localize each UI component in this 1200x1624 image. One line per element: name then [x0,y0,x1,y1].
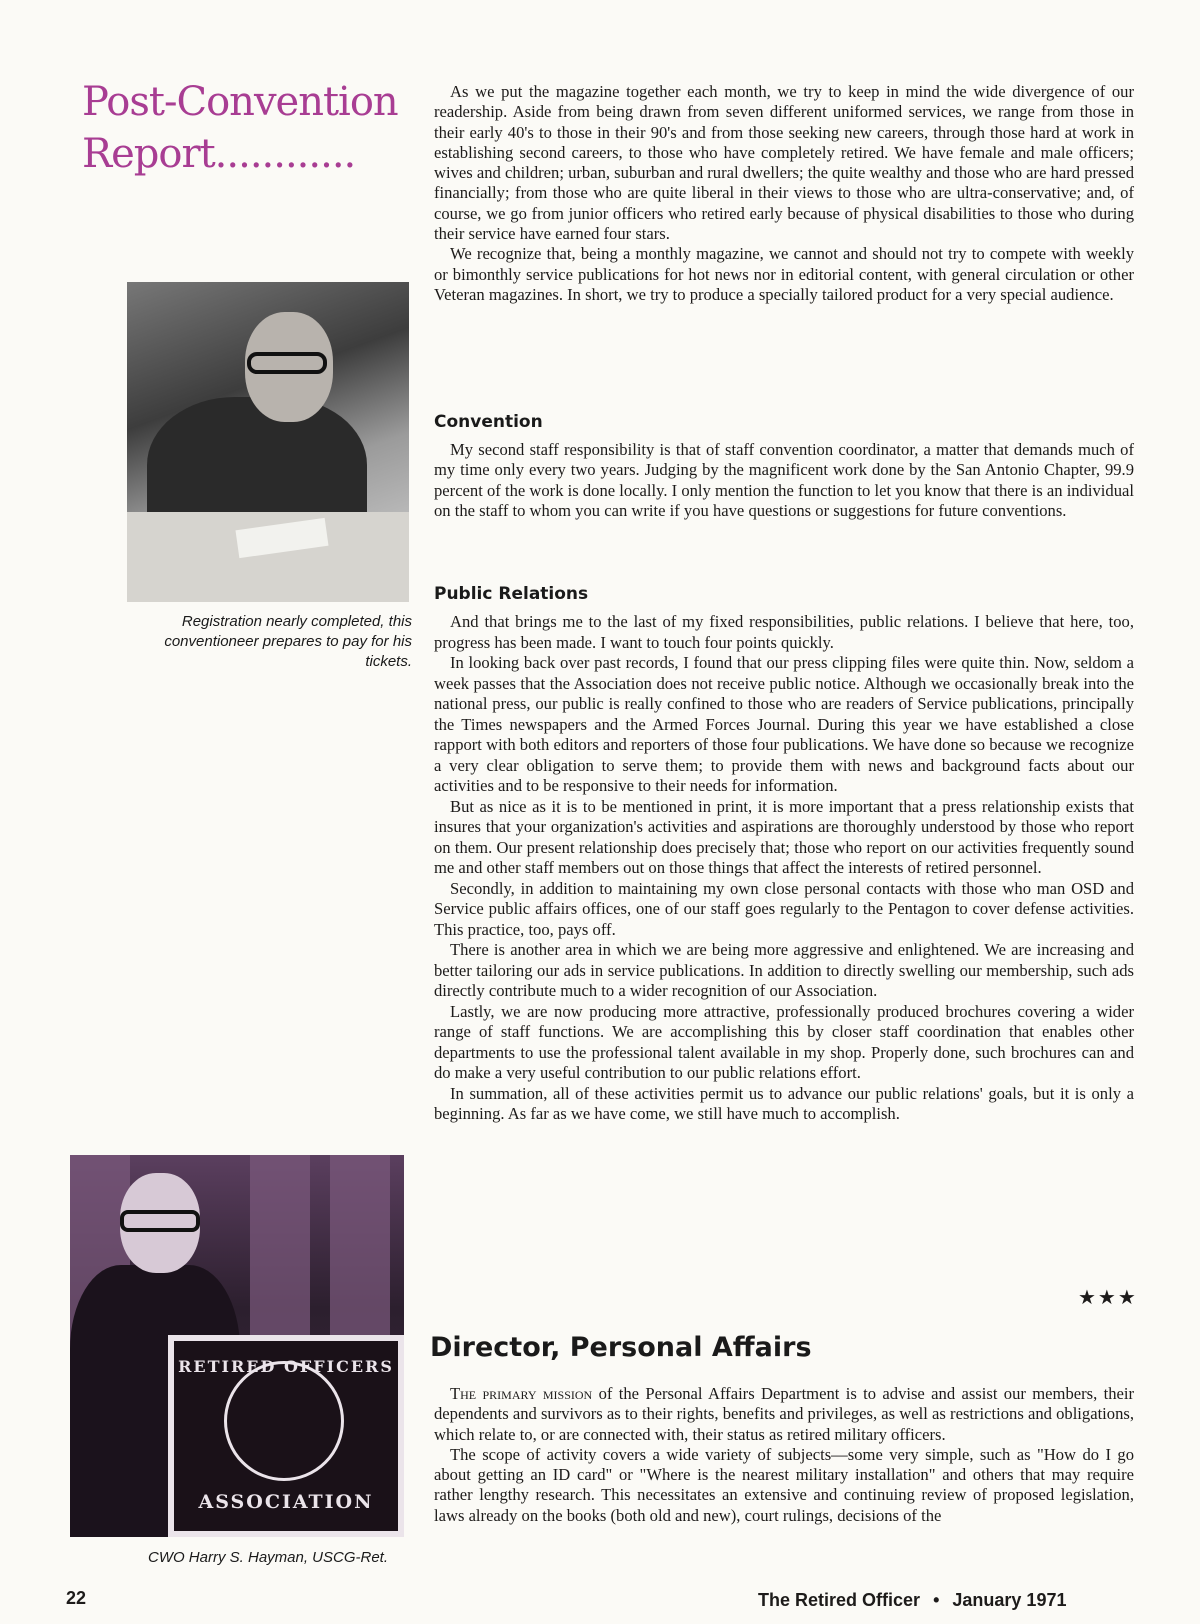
article-title [82,76,432,180]
podium-text-top: RETIRED OFFICERS [178,1357,394,1376]
photo-caption-registration: Registration nearly completed, this conventioneer prepares to pay for his tickets. [164,613,412,670]
convention-text [434,440,1134,521]
lead-in: The primary mission [450,1384,593,1403]
end-stars: ★★★ [1078,1285,1138,1309]
paragraph [434,1384,1134,1445]
paragraph: As we put the magazine together each month, we try to keep in mind the wide divergence of our readership. Aside from being drawn from seven different uniformed services, we range from those in their early 40's to those in their 90's and from those seeking new careers, through those hard at work in establishing second careers, to those who have completely retired. We have female and male officers; wives and children; urban, suburban and rural dwellers; the quite wealthy and those who are hard pressed financially; from those who are quite liberal in their views to those who are ultra-conservative; and, of course, we go from junior officers who retired early because of physical disabilities to those who during their service have earned four stars. [434,82,1134,244]
registration-photo [127,282,409,602]
intro-text [434,82,1134,305]
issue-date: January 1971 [952,1590,1067,1610]
paragraph: In summation, all of these activities permit us to advance our public relations' goals, but it is only a beginning. As far as we have come, we still have much to accomplish. [434,1083,1134,1123]
paragraph: There is another area in which we are being more aggressive and enlightened. We are increasing and better tailoring our ads in service publications. In addition to directly swelling our membership, such ads directly contribute much to a wider recognition of our Association. [434,940,1134,1000]
paragraph: Secondly, in addition to maintaining my own close personal contacts with those who man OSD and Service public affairs offices, one of our staff goes regularly to the Pentagon to cover defense activities. This practice, too, pays off. [434,878,1134,939]
personal-affairs-heading: Director, Personal Affairs [430,1332,812,1363]
paragraph: Lastly, we are now producing more attractive, professionally produced brochures covering a wider range of staff functions. We are accomplishing this by closer staff coordination that enables other departments to use the professional talent available in my shop. Properly done, such brochures can and do make a very useful contribution to our public relations effort. [434,1001,1134,1082]
public-relations-text [434,612,1134,1125]
public-relations-heading: Public Relations [434,584,589,604]
personal-affairs-text [434,1384,1134,1526]
podium-text-bottom: ASSOCIATION [198,1491,374,1513]
association-seal [224,1361,344,1481]
paragraph: In looking back over past records, I found that our press clipping files were quite thin. Now, seldom a week passes that the Association does not receive public notice. Although we occasionally break into the national press, our public is really confined to those who are readers of Service publications, principally the Times newspapers and the Armed Forces Journal. During this year we have established a close rapport with both editors and reporters of those four publications. We have done so because we recognize a very clear obligation to serve them; to provide them with news and background facts about our activities and to be responsive to their needs for information. [434,653,1134,795]
page-number: 22 [66,1588,87,1608]
publication-footer [758,1590,1066,1611]
convention-heading: Convention [434,412,543,432]
paragraph-text: of the Personal Affairs Department is to advise and assist our members, their dependents and survivors as to their rights, benefits and privileges, as well as restrictions and obligations, which relate to, or are connected with, their status as retired military officers. [434,1384,1135,1444]
photo-glasses [120,1210,200,1232]
photo-flag [250,1155,310,1355]
photo-caption-hayman: CWO Harry S. Hayman, USCG-Ret. [147,1549,389,1566]
paragraph: My second staff responsibility is that of staff convention coordinator, a matter that demands much of my time only every two years. Judging by the magnificent work done by the San Antonio Chapter, 99.9 percent of the work is done locally. I only mention the function to let you know that there is an individual on the staff to whom you can write if you have questions or suggestions for future conventions. [434,440,1134,520]
paragraph: The scope of activity covers a wide variety of subjects—some very simple, such as "How do I go about getting an ID card" or "Where is the nearest military installation" and others that may require rather lengthy research. This necessitates an extensive and continuing review of proposed legislation, laws already on the books (both old and new), court rulings, decisions of the [434,1444,1134,1525]
footer-separator: • [933,1590,940,1610]
association-podium [168,1335,404,1537]
title-line-2: Report............ [82,131,356,177]
photo-glasses [247,352,327,374]
title-line-1: Post-Convention [82,79,398,125]
paragraph: And that brings me to the last of my fixed responsibilities, public relations. I believe that here, too, progress has been made. I want to touch four points quickly. [434,612,1134,652]
photo-flag [330,1155,390,1355]
publication-name: The Retired Officer [758,1590,921,1610]
paragraph: We recognize that, being a monthly magazine, we cannot and should not try to compete with weekly or bimonthly service publications for hot news nor in editorial content, with general circulation or other Veteran magazines. In short, we try to produce a specially tailored product for a very special audience. [434,244,1134,304]
podium-photo [70,1155,404,1537]
paragraph: But as nice as it is to be mentioned in print, it is more important that a press relationship exists that insures that your organization's activities and aspirations are thoroughly understood by those who report on them. Our present relationship does precisely that; those who report on our activities frequently sound me and other staff members out on those things that affect the interests of retired personnel. [434,796,1134,877]
